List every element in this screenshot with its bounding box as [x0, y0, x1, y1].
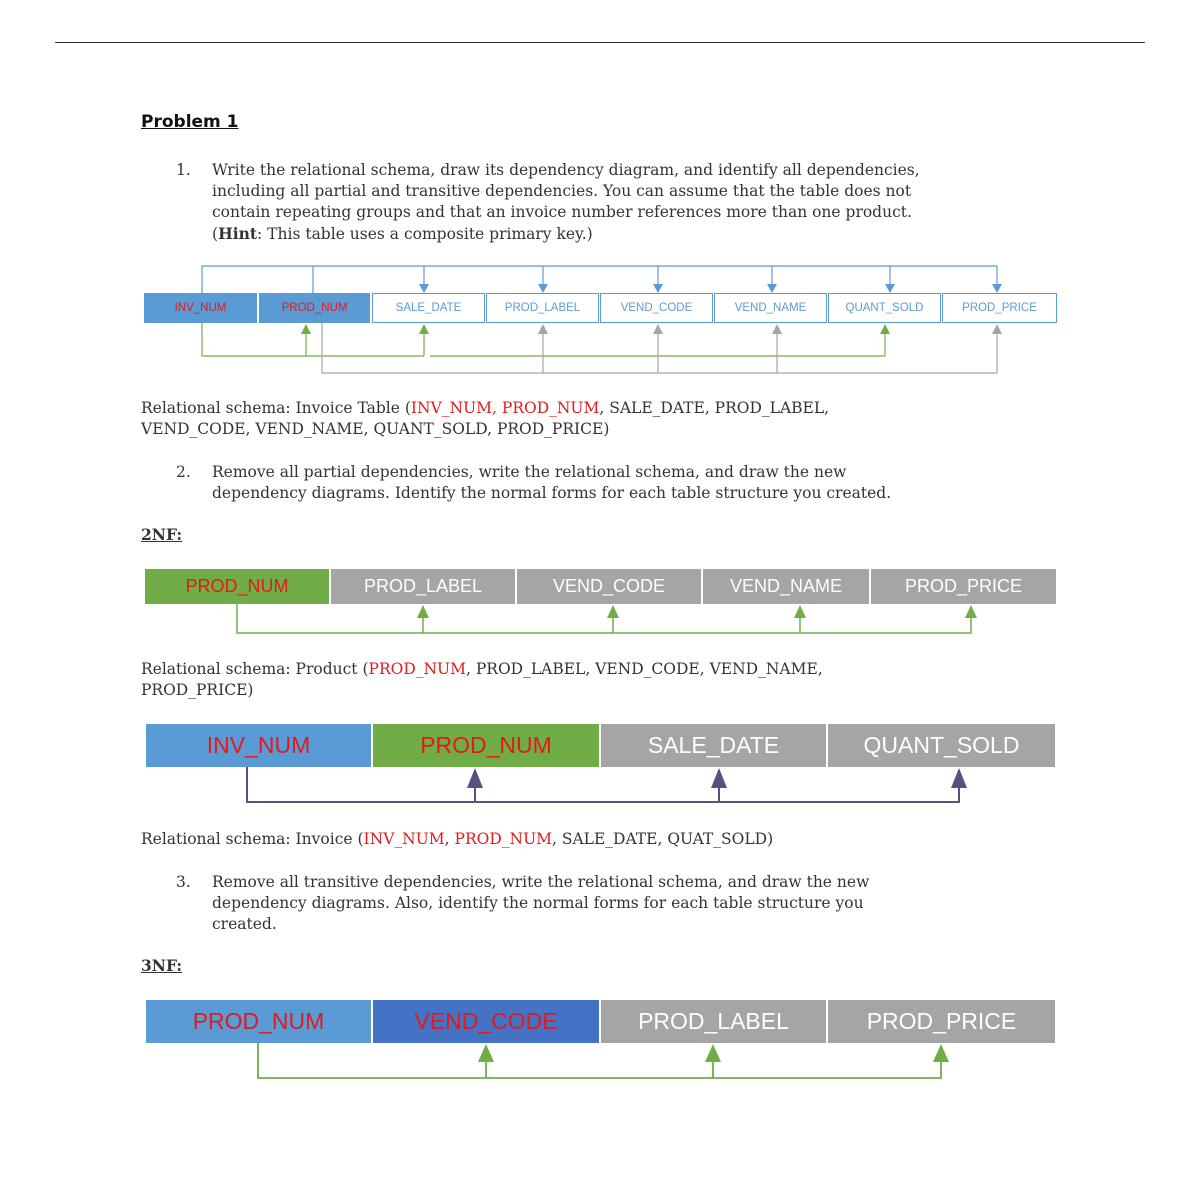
hint-label: Hint — [218, 224, 258, 243]
schema-invoice-key-inv-num: INV_NUM — [363, 830, 445, 848]
d1-cell-vend-name: VEND_NAME — [714, 293, 827, 323]
n3-cell-vend-code: VEND_CODE — [373, 1000, 599, 1043]
i-cell-sale-date: SALE_DATE — [601, 724, 826, 767]
schema-invoice-key-prod-num: PROD_NUM — [454, 830, 553, 848]
question-1-hint: (Hint: This table uses a composite primary key.) — [212, 224, 593, 243]
d1-cell-sale-date: SALE_DATE — [372, 293, 485, 323]
n3-cell-prod-label: PROD_LABEL — [601, 1000, 826, 1043]
relational-schema-invoice: Relational schema: Invoice (INV_NUM, PROD_NUM, SALE_DATE, QUAT_SOLD) — [141, 830, 774, 848]
d1-cell-quant-sold: QUANT_SOLD — [828, 293, 941, 323]
relational-schema-1: Relational schema: Invoice Table (INV_NUM, PROD_NUM, SALE_DATE, PROD_LABEL, VEND_CODE, VEND_NAME, QUANT_SOLD, PROD_PRICE) — [141, 399, 830, 438]
heading-3nf: 3NF: — [141, 956, 183, 975]
schema-1-key-prod-num: PROD_NUM — [501, 399, 600, 417]
question-1-line: contain repeating groups and that an invoice number references more than one product. — [212, 203, 912, 221]
d1-cell-vend-code: VEND_CODE — [600, 293, 713, 323]
p-cell-prod-price: PROD_PRICE — [871, 569, 1056, 604]
heading-2nf: 2NF: — [141, 525, 183, 544]
d1-cell-inv-num: INV_NUM — [144, 293, 257, 323]
question-1-number: 1. — [176, 161, 191, 179]
page-title: Problem 1 — [141, 112, 239, 132]
i-cell-quant-sold: QUANT_SOLD — [828, 724, 1055, 767]
d1-cell-prod-num: PROD_NUM — [259, 293, 370, 323]
question-2-number: 2. — [176, 463, 191, 481]
schema-product-key: PROD_NUM — [368, 660, 466, 678]
question-3-number: 3. — [176, 873, 191, 891]
p-cell-prod-num: PROD_NUM — [145, 569, 329, 604]
d1-cell-prod-price: PROD_PRICE — [942, 293, 1057, 323]
i-cell-inv-num: INV_NUM — [146, 724, 371, 767]
p-cell-vend-code: VEND_CODE — [517, 569, 701, 604]
relational-schema-product: Relational schema: Product (PROD_NUM, PROD_LABEL, VEND_CODE, VEND_NAME, PROD_PRICE) — [141, 660, 823, 699]
n3-cell-prod-price: PROD_PRICE — [828, 1000, 1055, 1043]
p-cell-vend-name: VEND_NAME — [703, 569, 869, 604]
schema-1-key-inv-num: INV_NUM — [410, 399, 493, 417]
question-1-line: Write the relational schema, draw its dependency diagram, and identify all dependencies, — [212, 161, 920, 179]
p-cell-prod-label: PROD_LABEL — [331, 569, 515, 604]
question-3-text: Remove all transitive dependencies, write the relational schema, and draw the new dependency diagrams. Also, identify the normal forms for each table structure you created. — [212, 873, 870, 933]
question-2-text: Remove all partial dependencies, write the relational schema, and draw the new dependency diagrams. Identify the normal forms for each table structure you created. — [212, 463, 892, 502]
d1-cell-prod-label: PROD_LABEL — [486, 293, 599, 323]
question-1-line: including all partial and transitive dependencies. You can assume that the table does not — [212, 182, 912, 200]
n3-cell-prod-num: PROD_NUM — [146, 1000, 371, 1043]
i-cell-prod-num: PROD_NUM — [373, 724, 599, 767]
